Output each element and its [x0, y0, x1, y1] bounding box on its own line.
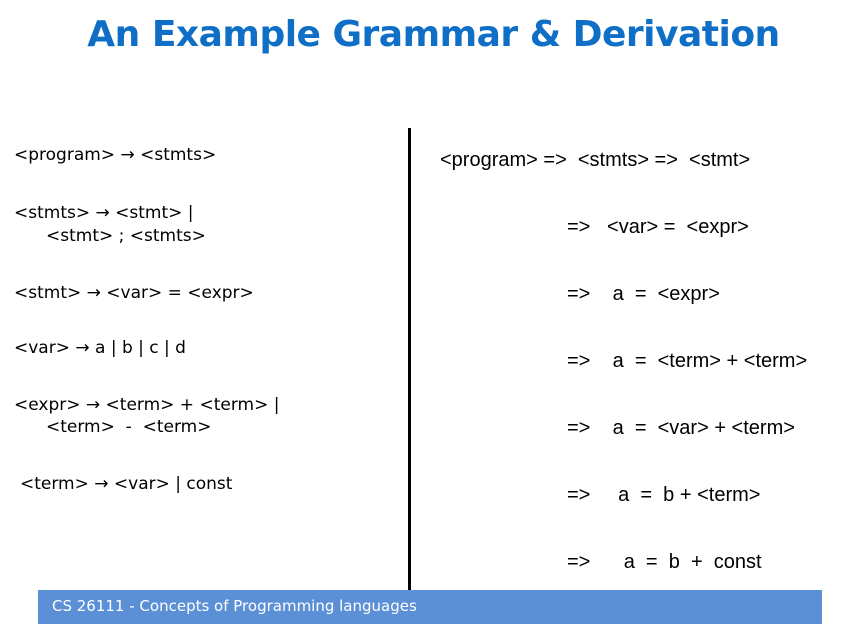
grammar-rule-stmts-cont: <stmt> ; <stmts>	[46, 226, 206, 246]
grammar-rule-program: <program> → <stmts>	[14, 145, 217, 165]
derivation-step-7: => a = b + const	[567, 551, 762, 573]
column-divider	[408, 128, 411, 624]
grammar-rule-term: <term> → <var> | const	[20, 474, 233, 494]
derivation-step-3: => a = <expr>	[567, 283, 720, 305]
derivation-step-6: => a = b + <term>	[567, 484, 761, 506]
derivation-step-2: => <var> = <expr>	[567, 216, 749, 238]
grammar-rule-var: <var> → a | b | c | d	[14, 338, 186, 358]
derivation-step-4: => a = <term> + <term>	[567, 350, 808, 372]
grammar-rule-stmt: <stmt> → <var> = <expr>	[14, 283, 254, 303]
grammar-rule-expr: <expr> → <term> + <term> |	[14, 395, 280, 415]
footer-course-label: CS 26111 - Concepts of Programming languages	[52, 597, 417, 615]
derivation-step-1: <program> => <stmts> => <stmt>	[440, 149, 751, 171]
grammar-rule-expr-cont: <term> - <term>	[46, 417, 212, 437]
derivation-step-5: => a = <var> + <term>	[567, 417, 795, 439]
grammar-rule-stmts: <stmts> → <stmt> |	[14, 203, 194, 223]
slide-title: An Example Grammar & Derivation	[87, 14, 780, 55]
